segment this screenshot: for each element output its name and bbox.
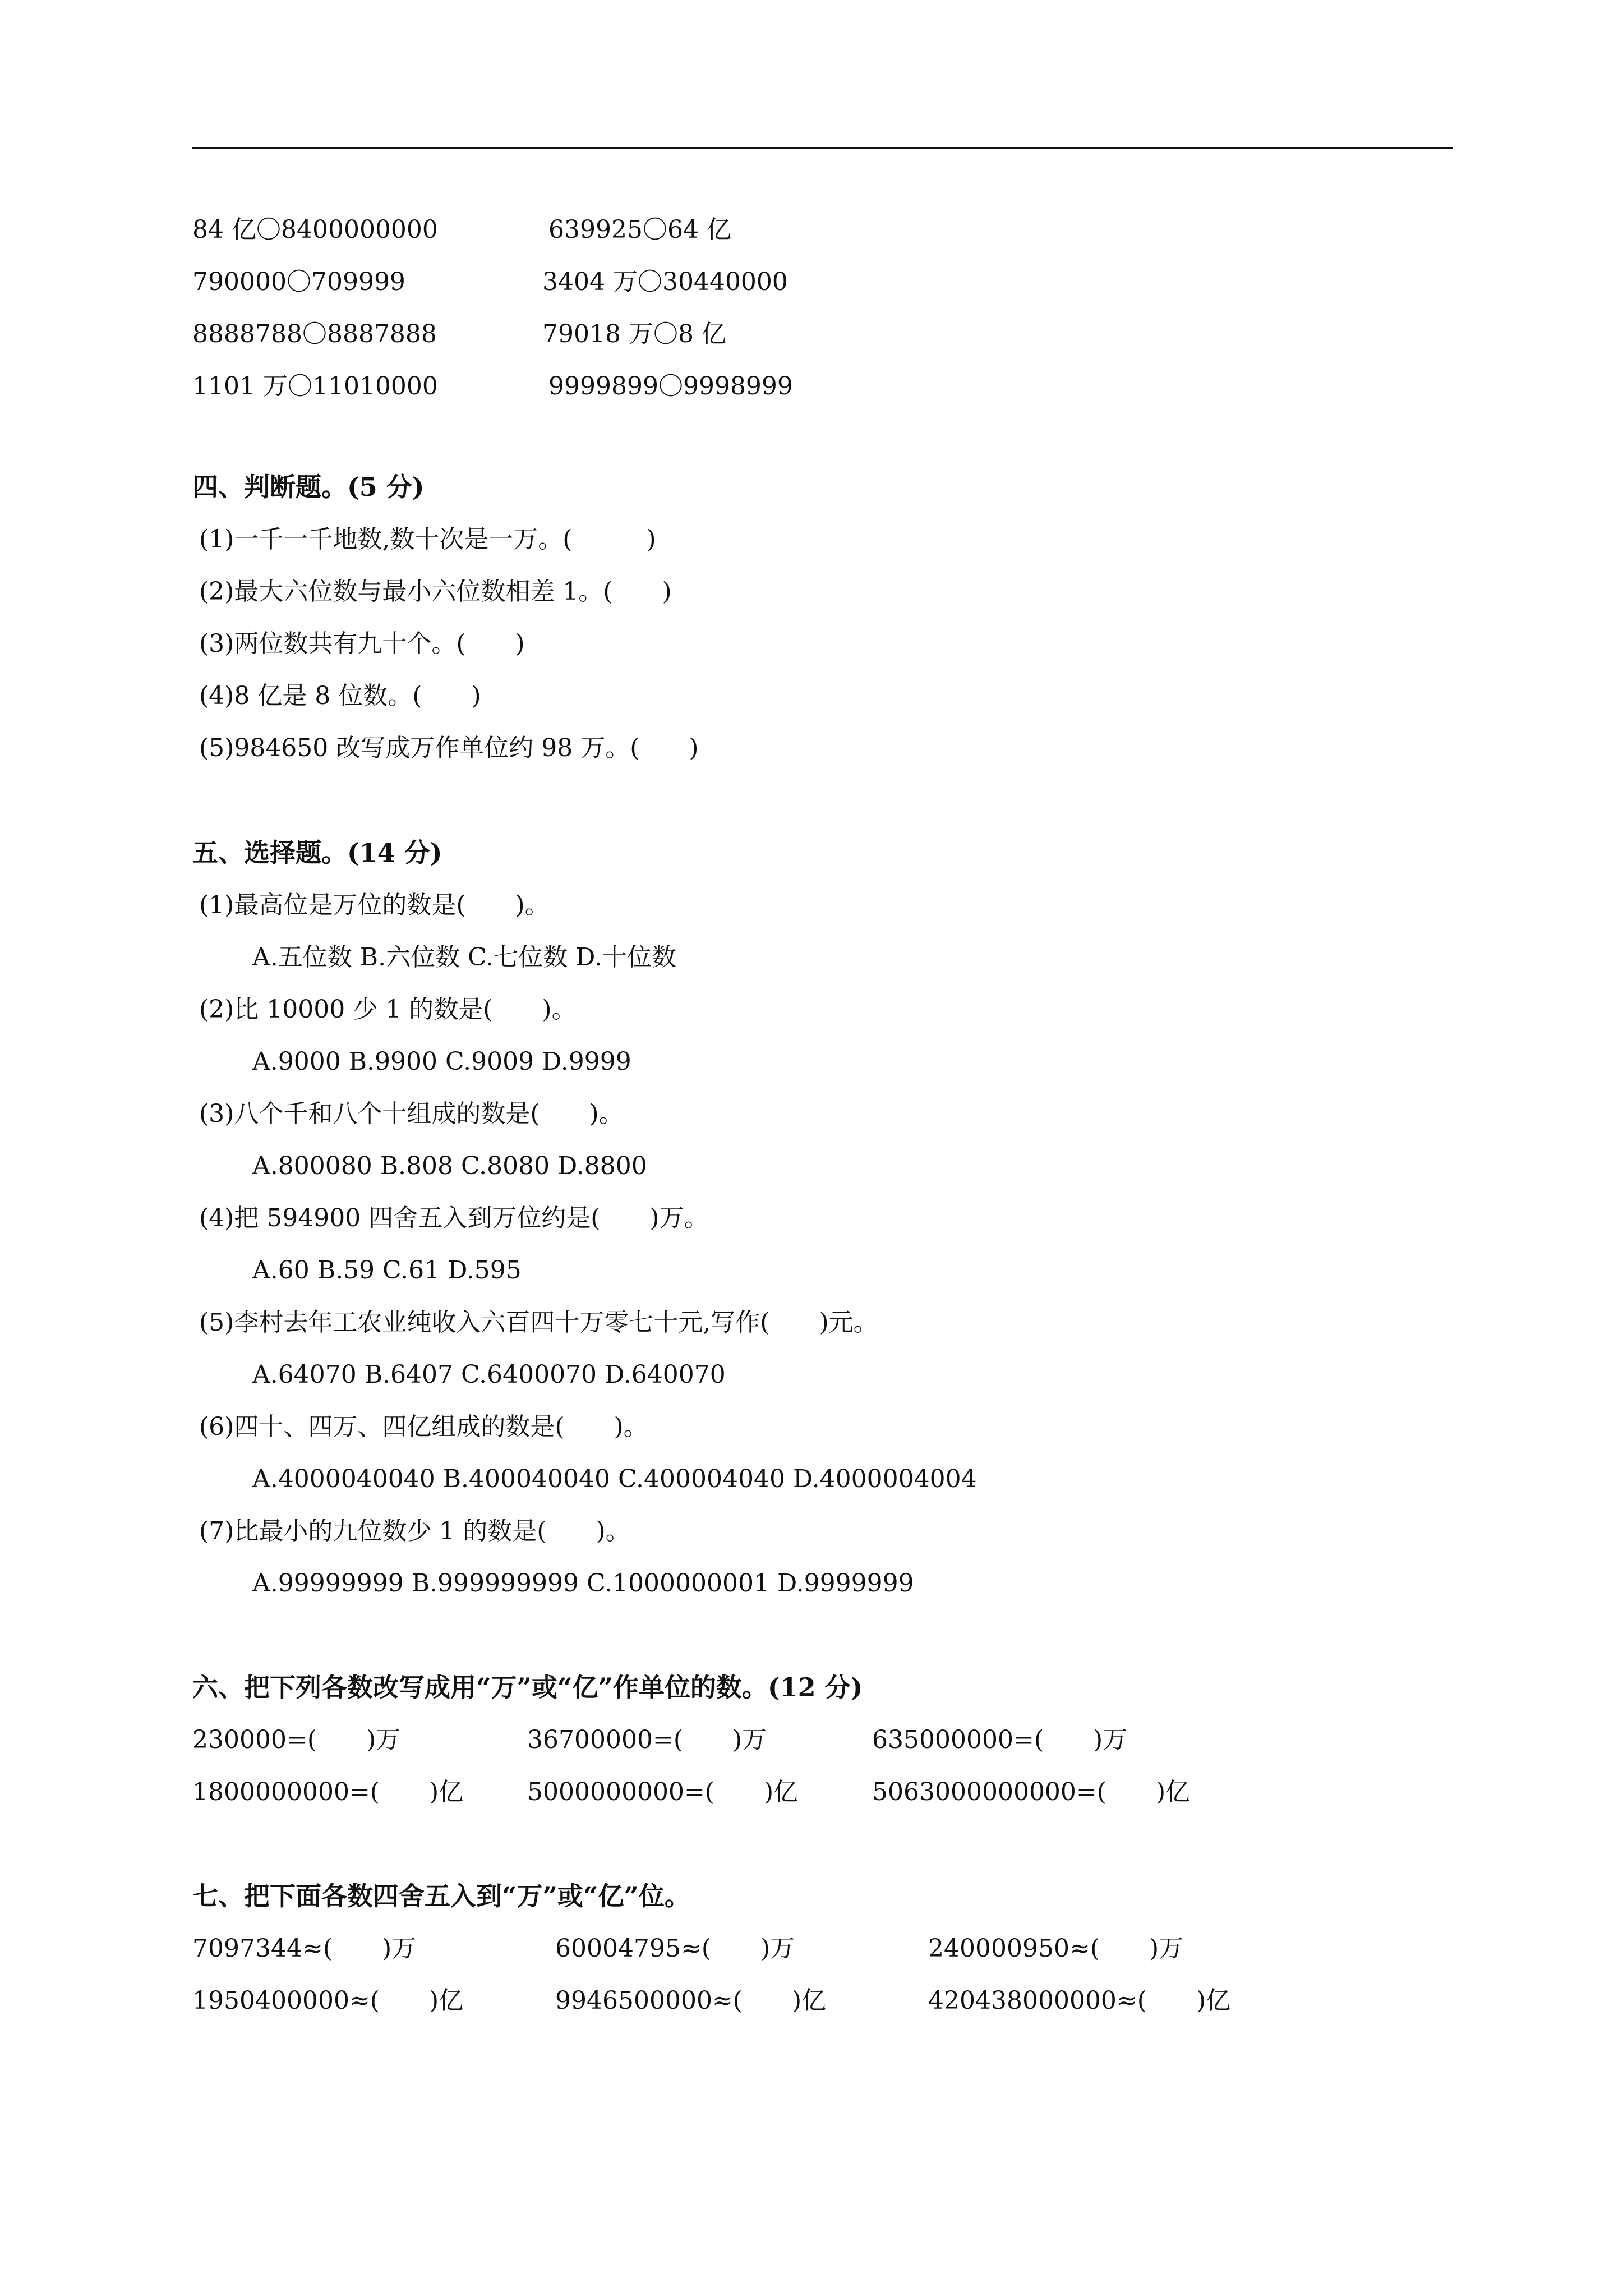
compare-right-1: 639925〇64 亿 [548, 215, 731, 244]
judge-item-2: (2)最大六位数与最小六位数相差 1。( ) [199, 577, 672, 606]
rewrite-item-3: 635000000=( )万 [872, 1726, 1128, 1754]
judge-heading: 四、判断题。(5 分) [192, 472, 425, 502]
rewrite-heading: 六、把下列各数改写成用“万”或“亿”作单位的数。(12 分) [192, 1672, 863, 1703]
judge-item-3: (3)两位数共有九十个。( ) [199, 629, 525, 658]
round-item-1: 7097344≈( )万 [192, 1934, 417, 1963]
compare-right-4: 9999899〇9998999 [548, 372, 793, 401]
choice-options-1: A.五位数 B.六位数 C.七位数 D.十位数 [252, 943, 676, 972]
choice-question-1: (1)最高位是万位的数是( )。 [199, 891, 550, 919]
choice-question-6: (6)四十、四万、四亿组成的数是( )。 [199, 1412, 648, 1441]
compare-left-1: 84 亿〇8400000000 [192, 215, 438, 244]
compare-left-3: 8888788〇8887888 [192, 320, 437, 348]
choice-options-4: A.60 B.59 C.61 D.595 [252, 1256, 522, 1285]
judge-item-4: (4)8 亿是 8 位数。( ) [199, 682, 481, 710]
choice-question-3: (3)八个千和八个十组成的数是( )。 [199, 1099, 624, 1128]
round-item-3: 240000950≈( )万 [928, 1934, 1184, 1963]
choice-options-3: A.800080 B.808 C.8080 D.8800 [252, 1152, 647, 1180]
round-item-2: 60004795≈( )万 [555, 1934, 795, 1963]
rewrite-item-6: 5063000000000=( )亿 [872, 1778, 1191, 1806]
round-heading: 七、把下面各数四舍五入到“万”或“亿”位。 [192, 1881, 690, 1911]
choice-question-7: (7)比最小的九位数少 1 的数是( )。 [199, 1517, 630, 1545]
compare-left-4: 1101 万〇11010000 [192, 372, 438, 401]
compare-left-2: 790000〇709999 [192, 268, 405, 296]
compare-right-2: 3404 万〇30440000 [542, 268, 788, 296]
compare-right-3: 79018 万〇8 亿 [542, 320, 726, 348]
choice-options-5: A.64070 B.6407 C.6400070 D.640070 [252, 1360, 726, 1389]
choice-question-2: (2)比 10000 少 1 的数是( )。 [199, 995, 577, 1024]
choice-options-2: A.9000 B.9900 C.9009 D.9999 [252, 1047, 631, 1076]
choice-heading: 五、选择题。(14 分) [192, 838, 442, 868]
choice-question-5: (5)李村去年工农业纯收入六百四十万零七十元,写作( )元。 [199, 1308, 878, 1337]
rewrite-item-4: 1800000000=( )亿 [192, 1778, 464, 1806]
round-item-6: 420438000000≈( )亿 [928, 1986, 1231, 2015]
round-item-4: 1950400000≈( )亿 [192, 1986, 464, 2015]
choice-question-4: (4)把 594900 四舍五入到万位约是( )万。 [199, 1204, 709, 1232]
judge-item-1: (1)一千一千地数,数十次是一万。( ) [199, 525, 656, 554]
choice-options-7: A.99999999 B.999999999 C.1000000001 D.9999999 [252, 1569, 914, 1598]
header-rule [192, 147, 1453, 149]
judge-item-5: (5)984650 改写成万作单位约 98 万。( ) [199, 734, 699, 762]
rewrite-item-5: 5000000000=( )亿 [527, 1778, 799, 1806]
rewrite-item-1: 230000=( )万 [192, 1726, 401, 1754]
choice-options-6: A.4000040040 B.400040040 C.400004040 D.4000004004 [252, 1465, 977, 1493]
rewrite-item-2: 36700000=( )万 [527, 1726, 767, 1754]
round-item-5: 9946500000≈( )亿 [555, 1986, 827, 2015]
